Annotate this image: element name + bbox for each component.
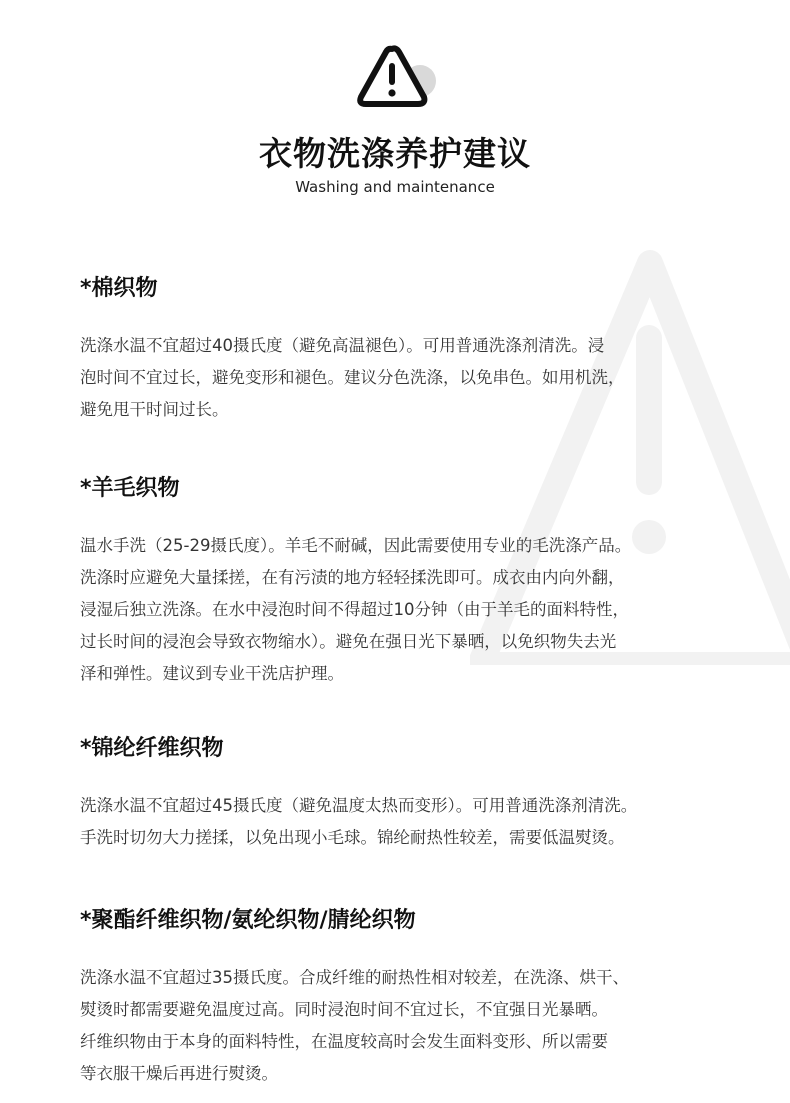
section-cotton [80, 274, 740, 426]
section-heading: *锦纶纤维织物 [80, 736, 224, 761]
section-body: 洗涤水温不宜超过35摄氏度。合成纤维的耐热性相对较差，在洗涤、烘干、 熨烫时都需要避免温度过高。同时浸泡时间不宜过长，不宜强日光暴晒。 纤维织物由于本身的面料特性，在温度较高时会发生面料变形、所以需要 等衣服干燥后再进行熨烫。 [80, 968, 629, 1083]
section-heading: *聚酯纤维织物/氨纶织物/腈纶织物 [80, 908, 416, 933]
section-heading: *棉织物 [80, 276, 158, 301]
section-nylon [80, 734, 740, 854]
section-body: 洗涤水温不宜超过40摄氏度（避免高温褪色）。可用普通洗涤剂清洗。浸 泡时间不宜过长，避免变形和褪色。建议分色洗涤，以免串色。如用机洗， 避免甩干时间过长。 [80, 336, 625, 419]
page-subtitle: Washing and maintenance [295, 178, 495, 196]
page-title: 衣物洗涤养护建议 [259, 134, 531, 173]
section-body: 温水手洗（25-29摄氏度）。羊毛不耐碱，因此需要使用专业的毛洗涤产品。 洗涤时应避免大量揉搓，在有污渍的地方轻轻揉洗即可。成衣由内向外翻， 浸湿后独立洗涤。在水中浸泡时间不得超过10分钟（由于羊毛的面料特性， 过长时间的浸泡会导致衣物缩水）。避免在强日光下暴晒，以免织物失去光 泽和弹性。建议到专业干洗店护理。 [80, 536, 632, 683]
section-polyester [80, 906, 740, 1090]
section-body: 洗涤水温不宜超过45摄氏度（避免温度太热而变形）。可用普通洗涤剂清洗。 手洗时切勿大力搓揉，以免出现小毛球。锦纶耐热性较差，需要低温熨烫。 [80, 796, 638, 847]
warning-triangle-icon [354, 43, 438, 109]
section-wool [80, 474, 740, 690]
section-heading: *羊毛织物 [80, 476, 180, 501]
